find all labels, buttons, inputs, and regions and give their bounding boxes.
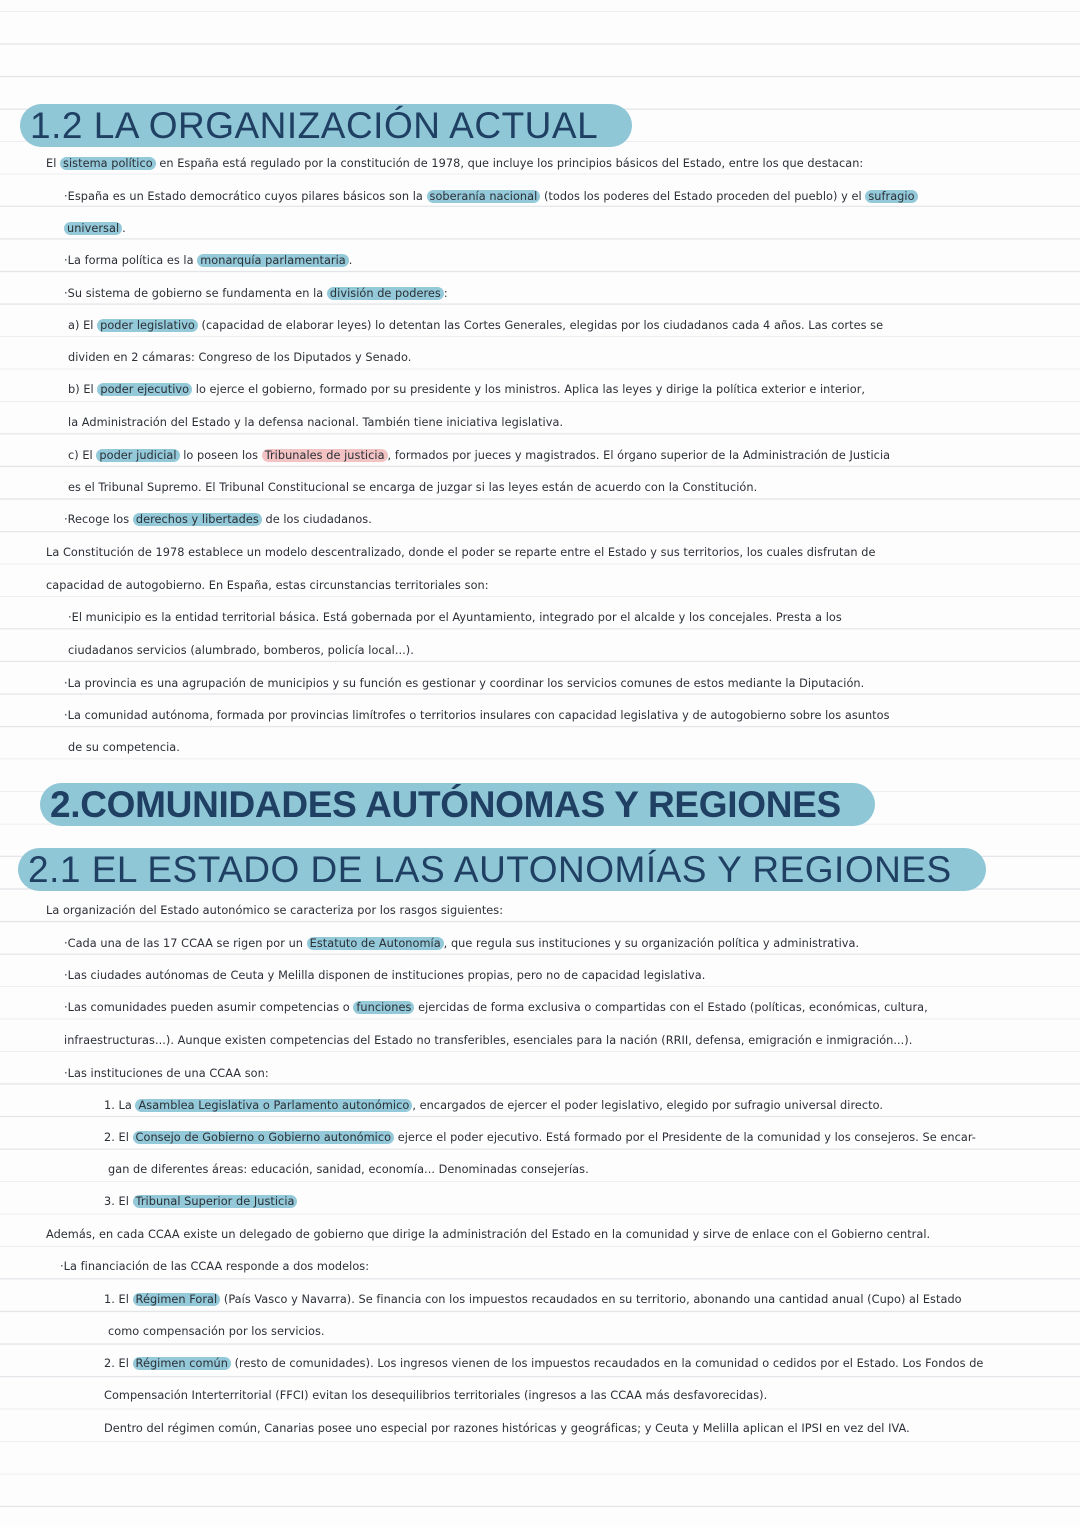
bullet-province: ·La provincia es una agrupación de municipios y su función es gestionar y coordinar los servicios comunes de estos mediante la Diputación. (64, 677, 865, 690)
bullet-autonomous-community-cont: de su competencia. (68, 741, 180, 754)
intro-autonomic-state: La organización del Estado autonómico se caracteriza por los rasgos siguientes: (46, 904, 504, 917)
financing-common: 2. El Régimen común (resto de comunidades). Los ingresos vienen de los impuestos recaudados en la comunidad o cedidos por el Estado. Los Fondos de (104, 1357, 984, 1370)
bullet-democratic-state: ·España es un Estado democrático cuyos pilares básicos son la soberanía nacional (todos los poderes del Estado proceden del pueblo) y el sufragio (64, 189, 918, 205)
institution-government: 2. El Consejo de Gobierno o Gobierno autonómico ejerce el poder ejecutivo. Está formado por el Presidente de la comunidad y los consejeros. Se encar- (104, 1131, 976, 1144)
bullet-municipality-cont: ciudadanos servicios (alumbrado, bomberos, policía local...). (68, 644, 414, 657)
section-heading-2: 2.COMUNIDADES AUTÓNOMAS Y REGIONES (40, 783, 875, 826)
financing-foral: 1. El Régimen Foral (País Vasco y Navarra). Se financia con los impuestos recaudados en su territorio, abonando una cantidad anual (Cupo) al Estado (104, 1293, 962, 1306)
institution-government-cont: gan de diferentes áreas: educación, sanidad, economía... Denominadas consejerías. (108, 1163, 589, 1176)
paragraph-delegate: Además, en cada CCAA existe un delegado de gobierno que dirige la administración del Estado en la comunidad y sirve de enlace con el Gobierno central. (46, 1228, 931, 1241)
intro-line: El sistema político en España está regulado por la constitución de 1978, que incluye los principios básicos del Estado, entre los que destacan: (46, 157, 864, 170)
section-heading-1-2: 1.2 LA ORGANIZACIÓN ACTUAL (20, 104, 632, 147)
section-heading-2-1: 2.1 EL ESTADO DE LAS AUTONOMÍAS Y REGIONES (18, 848, 986, 891)
bullet-competences: ·Las comunidades pueden asumir competencias o funciones ejercidas de forma exclusiva o compartidas con el Estado (políticas, económicas, cultura, (64, 1001, 928, 1014)
bullet-competences-cont: infraestructuras...). Aunque existen competencias del Estado no transferibles, esenciales para la nación (RRII, defensa, emigración e inmigración...). (64, 1034, 913, 1047)
paragraph-decentralized-model: La Constitución de 1978 establece un modelo descentralizado, donde el poder se reparte entre el Estado y sus territorios, los cuales disfrutan de (46, 546, 876, 559)
bullet-financing: ·La financiación de las CCAA responde a dos modelos: (60, 1260, 370, 1273)
item-executive-power-cont: la Administración del Estado y la defensa nacional. También tiene iniciativa legislativa. (68, 416, 564, 429)
bullet-division-of-powers: ·Su sistema de gobierno se fundamenta en la división de poderes : (64, 287, 448, 300)
bullet-ceuta-melilla: ·Las ciudades autónomas de Ceuta y Melilla disponen de instituciones propias, pero no de capacidad legislativa. (64, 969, 706, 982)
institution-assembly: 1. La Asamblea Legislativa o Parlamento autonómico , encargados de ejercer el poder legislativo, elegido por sufragio universal directo. (104, 1099, 884, 1112)
bullet-political-form: ·La forma política es la monarquía parlamentaria . (64, 254, 353, 267)
item-judicial-power: c) El poder judicial lo poseen los Tribunales de justicia , formados por jueces y magistrados. El órgano superior de la Administración de Justicia (68, 449, 891, 462)
item-legislative-power: a) El poder legislativo (capacidad de elaborar leyes) lo detentan las Cortes Generales, elegidas por los ciudadanos cada 4 años. Las cortes se (68, 319, 884, 332)
item-legislative-power-cont: dividen en 2 cámaras: Congreso de los Diputados y Senado. (68, 351, 412, 364)
paragraph-decentralized-model-cont: capacidad de autogobierno. En España, estas circunstancias territoriales son: (46, 579, 489, 592)
bullet-statute: ·Cada una de las 17 CCAA se rigen por un Estatuto de Autonomía , que regula sus instituciones y su organización política y administrativa. (64, 937, 860, 950)
item-judicial-power-cont: es el Tribunal Supremo. El Tribunal Constitucional se encarga de juzgar si las leyes están de acuerdo con la Constitución. (68, 481, 758, 494)
financing-common-cont: Compensación Interterritorial (FFCI) evitan los desequilibrios territoriales (ingresos a las CCAA más desfavorecidas). (104, 1389, 768, 1402)
financing-foral-cont: como compensación por los servicios. (108, 1325, 325, 1338)
bullet-autonomous-community: ·La comunidad autónoma, formada por provincias limítrofes o territorios insulares con capacidad legislativa y de autogobierno sobre los asuntos (64, 709, 890, 722)
bullet-democratic-state-cont: universal . (64, 221, 126, 237)
bullet-rights: ·Recoge los derechos y libertades de los ciudadanos. (64, 513, 372, 526)
item-executive-power: b) El poder ejecutivo lo ejerce el gobierno, formado por su presidente y los ministros. Aplica las leyes y dirige la política exterior e interior, (68, 383, 866, 396)
institution-tribunal: 3. El Tribunal Superior de Justicia (104, 1194, 297, 1210)
bullet-institutions: ·Las instituciones de una CCAA son: (64, 1067, 269, 1080)
financing-special-cases: Dentro del régimen común, Canarias posee uno especial por razones históricas y geográficas; y Ceuta y Melilla aplican el IPSI en vez del IVA. (104, 1422, 910, 1435)
bullet-municipality: ·El municipio es la entidad territorial básica. Está gobernada por el Ayuntamiento, integrado por el alcalde y los concejales. Presta a los (68, 611, 842, 624)
